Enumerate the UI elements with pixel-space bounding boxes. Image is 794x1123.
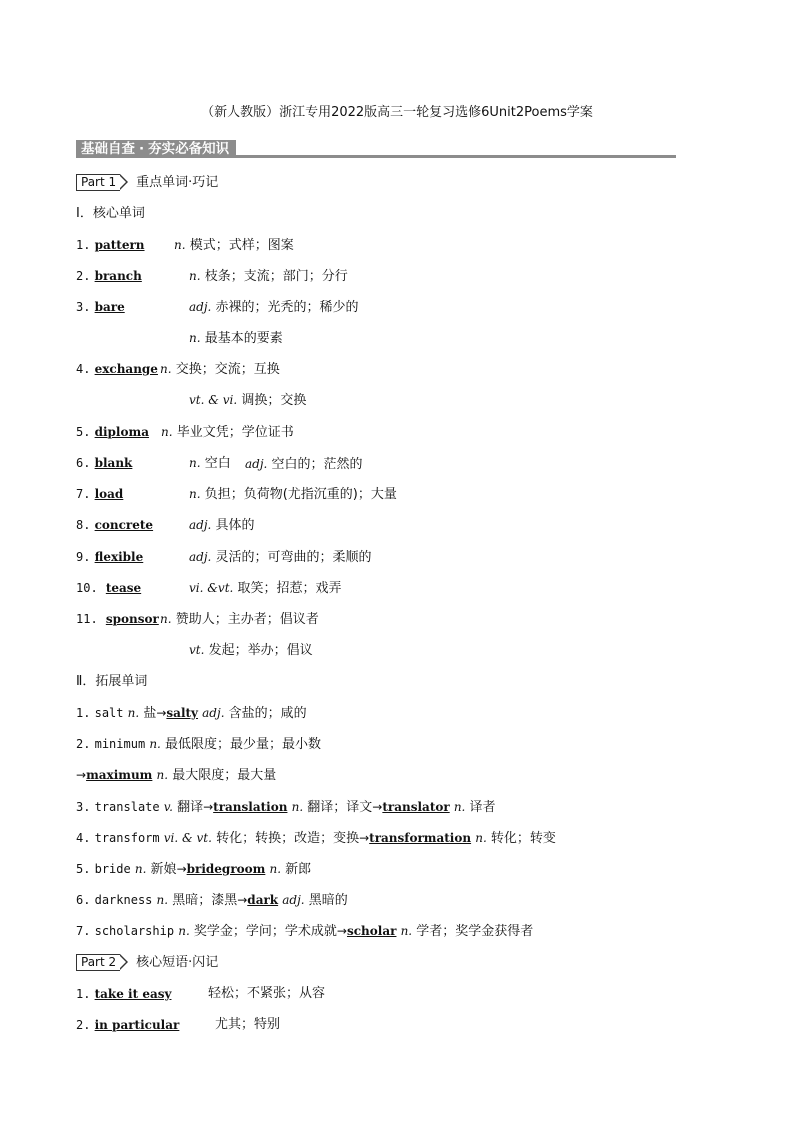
arrow-icon: →: [237, 893, 248, 907]
section2-heading: Ⅱ．拓展单词: [76, 674, 148, 689]
answer-word: branch: [94, 269, 142, 283]
item-number: 7.: [76, 487, 91, 501]
pos-label: n.: [156, 768, 169, 782]
answer-word: bare: [94, 300, 125, 314]
definition: 最大限度；最大量: [172, 768, 277, 783]
core-word-item: [76, 453, 231, 473]
arrow-icon: →: [372, 800, 383, 814]
definition-group: [189, 484, 397, 505]
pos-label: vt. & vi.: [189, 393, 238, 407]
banner-left-text: 基础自查: [81, 141, 135, 157]
part1-heading: [76, 173, 218, 193]
arrow-icon: →: [176, 862, 187, 876]
part2-heading: [76, 953, 218, 973]
definition-group: [160, 609, 319, 630]
definition-group: [189, 328, 283, 349]
item-number: 1.: [76, 987, 91, 1001]
definition-group: [161, 422, 294, 443]
pos-label: n.: [475, 831, 487, 845]
pos-label: n.: [189, 487, 201, 501]
pos-label: adj.: [189, 550, 212, 564]
definition: 取笑；招惹；戏弄: [237, 581, 342, 596]
base-word: minimum: [94, 737, 146, 751]
definition-group: [189, 578, 342, 599]
arrow-icon: →: [156, 706, 167, 720]
base-word: darkness: [94, 893, 153, 907]
base-word: translate: [94, 800, 160, 814]
definition-group: [189, 297, 359, 318]
ext-item-2: [76, 734, 321, 754]
definition: 交换；交流；互换: [175, 362, 280, 377]
definition: 赤裸的；光秃的；稀少的: [215, 300, 359, 315]
definition: 灵活的；可弯曲的；柔顺的: [215, 550, 372, 565]
phrase-item-2: [76, 1015, 281, 1035]
item-number: 4.: [76, 831, 91, 845]
definition: 黑暗；漆黑: [172, 893, 238, 908]
pos-label: vi. & vt.: [163, 831, 212, 845]
answer-word: tease: [105, 581, 142, 595]
definition: 负担；负荷物(尤指沉重的)；大量: [204, 487, 397, 502]
arrow-icon: →: [203, 800, 214, 814]
part1-title: 重点单词·巧记: [136, 175, 219, 190]
answer-word: scholar: [346, 924, 397, 938]
definition-group: [189, 453, 231, 474]
document-title: （新人教版）浙江专用2022版高三一轮复习选修6Unit2Poems学案: [201, 105, 593, 120]
pos-label: n.: [134, 862, 147, 876]
pos-label: n.: [453, 800, 466, 814]
pos-label: vi. &vt.: [189, 581, 234, 595]
ext-item-2b: [76, 765, 276, 785]
definition: 盐: [143, 706, 157, 721]
section-banner: [76, 140, 676, 160]
definition-group: [189, 266, 348, 287]
definition: 翻译；译文: [307, 800, 373, 815]
definition: 调换；交换: [241, 393, 307, 408]
answer-word: flexible: [94, 550, 144, 564]
definition: 黑暗的: [308, 893, 348, 908]
answer-word: diploma: [94, 425, 149, 439]
banner-right-text: 夯实必备知识: [148, 141, 230, 157]
item-number: 3.: [76, 800, 91, 814]
blank-adj-def: [245, 454, 363, 474]
arrow-icon: →: [336, 924, 347, 938]
section1-heading: Ⅰ．核心单词: [76, 206, 145, 221]
definition: 译者: [469, 800, 496, 815]
item-number: 4.: [76, 362, 91, 376]
item-number: 9.: [76, 550, 91, 564]
definition: 发起；举办；倡议: [208, 643, 313, 658]
definition: 最低限度；最少量；最小数: [165, 737, 322, 752]
pos-label: adj.: [282, 893, 305, 907]
definition: 空白: [204, 456, 231, 471]
ext-item-7: [76, 921, 533, 941]
core-word-item: [76, 422, 294, 442]
ext-item-1: [76, 703, 307, 723]
arrow-icon: →: [359, 831, 370, 845]
answer-word: dark: [247, 893, 279, 907]
definition-group: [189, 640, 313, 661]
pos-label: n.: [291, 800, 304, 814]
answer-word: maximum: [86, 768, 153, 782]
answer-word: translation: [213, 800, 288, 814]
arrow-icon: →: [76, 768, 87, 782]
core-word-item: [76, 359, 280, 379]
core-word-item: [76, 609, 319, 629]
definition-group: [189, 515, 255, 536]
definition: 模式；式样；图案: [189, 238, 294, 253]
answer-word: translator: [382, 800, 450, 814]
answer-word: exchange: [94, 362, 158, 376]
item-number: 5.: [76, 862, 91, 876]
definition: 空白的；茫然的: [271, 457, 363, 472]
definition-group: [174, 235, 294, 256]
pos-label: n.: [400, 924, 413, 938]
ext-item-6: [76, 890, 348, 910]
definition: 转化；转换；改造；变换: [216, 831, 360, 846]
part2-tag: Part 2: [76, 954, 120, 971]
ext-item-3: [76, 797, 496, 817]
definition: 最基本的要素: [204, 331, 283, 346]
definition: 新郎: [285, 862, 312, 877]
definition: 赞助人；主办者；倡议者: [175, 612, 319, 627]
pos-label: n.: [127, 706, 140, 720]
pos-label: n.: [160, 612, 172, 626]
core-word-item: [76, 578, 342, 598]
pos-label: adj.: [189, 518, 212, 532]
answer-word: salty: [166, 706, 199, 720]
item-number: 7.: [76, 924, 91, 938]
pos-label: n.: [189, 269, 201, 283]
phrase-answer: in particular: [94, 1018, 180, 1032]
pos-label: v.: [163, 800, 173, 814]
pos-label: n.: [174, 238, 186, 252]
part2-title: 核心短语·闪记: [136, 955, 219, 970]
pos-label: n.: [189, 456, 201, 470]
banner-separator: ·: [139, 141, 145, 157]
core-word-item: [76, 297, 359, 317]
item-number: 3.: [76, 300, 91, 314]
pos-label: n.: [149, 737, 161, 751]
answer-word: transformation: [369, 831, 472, 845]
phrase-answer: take it easy: [94, 987, 172, 1001]
answer-word: sponsor: [105, 612, 159, 626]
answer-word: bridegroom: [186, 862, 266, 876]
definition: 尤其；特别: [215, 1017, 281, 1032]
item-number: 2.: [76, 1018, 91, 1032]
definition: 枝条；支流；部门；分行: [204, 269, 348, 284]
definition-group: [160, 359, 280, 380]
core-word-item: [76, 484, 397, 504]
pos-label: n.: [189, 331, 201, 345]
item-number: 2.: [76, 737, 91, 751]
pos-label: adj.: [245, 457, 268, 471]
item-number: 6.: [76, 893, 91, 907]
pos-label: n.: [178, 924, 190, 938]
answer-word: blank: [94, 456, 133, 470]
definition: 新娘: [150, 862, 177, 877]
item-number: 6.: [76, 456, 91, 470]
ext-item-4: [76, 828, 556, 848]
base-word: salt: [94, 706, 124, 720]
definition: 翻译: [177, 800, 204, 815]
definition: 轻松；不紧张；从容: [208, 986, 326, 1001]
definition: 奖学金；学问；学术成就: [193, 924, 337, 939]
definition: 毕业文凭；学位证书: [176, 425, 294, 440]
definition: 具体的: [215, 518, 255, 533]
pos-label: vt.: [189, 643, 205, 657]
base-word: transform: [94, 831, 160, 845]
item-number: 10.: [76, 581, 98, 595]
item-number: 1.: [76, 238, 91, 252]
ext-item-5: [76, 859, 311, 879]
item-number: 5.: [76, 425, 91, 439]
answer-word: pattern: [94, 238, 145, 252]
pos-label: n.: [269, 862, 282, 876]
definition: 学者；奖学金获得者: [416, 924, 534, 939]
part1-tag: Part 1: [76, 174, 120, 191]
core-word-item: [76, 547, 372, 567]
pos-label: adj.: [189, 300, 212, 314]
phrase-item-1: [76, 984, 326, 1004]
banner-label: [76, 140, 236, 158]
core-word-item: [76, 515, 255, 535]
answer-word: concrete: [94, 518, 154, 532]
pos-label: n.: [156, 893, 169, 907]
pos-label: n.: [161, 425, 173, 439]
definition: 含盐的；咸的: [228, 706, 307, 721]
core-word-item: [76, 235, 294, 255]
pos-label: n.: [160, 362, 172, 376]
item-number: 8.: [76, 518, 91, 532]
core-word-item: [76, 266, 348, 286]
item-number: 2.: [76, 269, 91, 283]
definition-group: [189, 390, 306, 411]
definition-group: [189, 547, 372, 568]
item-number: 11.: [76, 612, 98, 626]
base-word: scholarship: [94, 924, 175, 938]
item-number: 1.: [76, 706, 91, 720]
answer-word: load: [94, 487, 124, 501]
pos-label: adj.: [202, 706, 225, 720]
base-word: bride: [94, 862, 131, 876]
definition: 转化；转变: [490, 831, 556, 846]
